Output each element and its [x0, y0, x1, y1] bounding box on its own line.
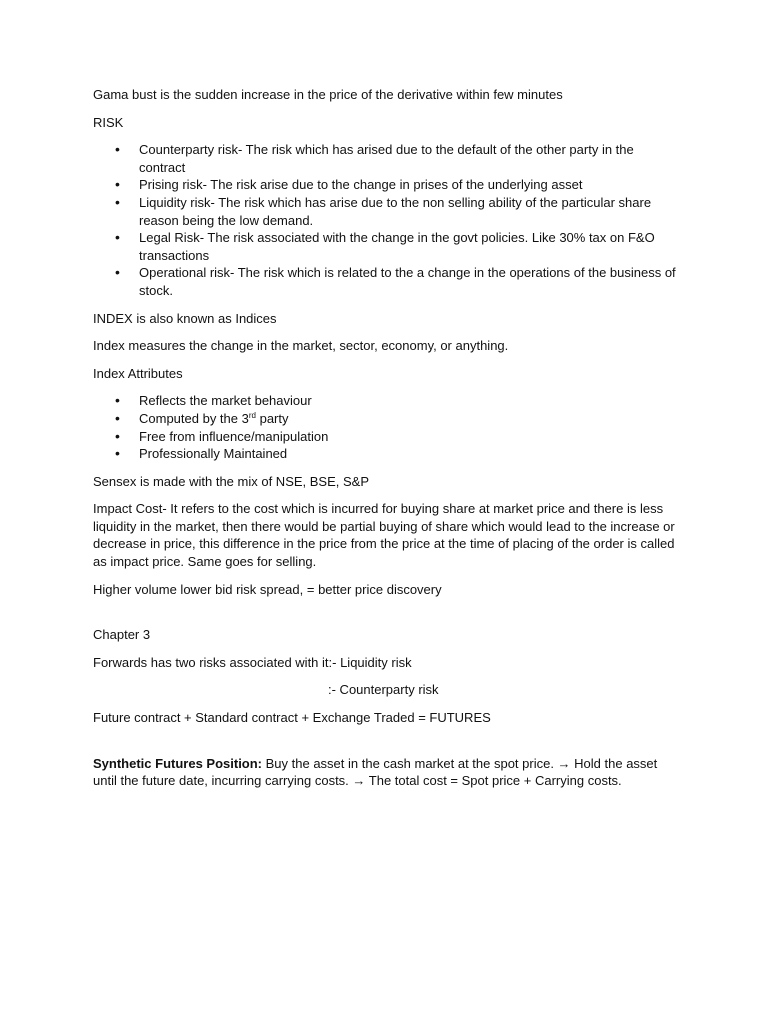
index-attributes-heading: Index Attributes — [93, 365, 183, 381]
index-measures-paragraph: Index measures the change in the market, sector, economy, or anything. — [93, 338, 509, 354]
superscript: rd — [248, 410, 256, 420]
gamma-paragraph: Gama bust is the sudden increase in the price of the derivative within few minutes — [93, 87, 563, 102]
forwards-paragraph: Forwards has two risks associated with it:- Liquidity risk — [93, 654, 412, 670]
index-aka-paragraph: INDEX is also known as Indices — [93, 310, 277, 326]
higher-volume-paragraph: Higher volume lower bid risk spread, = better price discovery — [93, 581, 442, 597]
list-item — [139, 410, 683, 428]
futures-equation: Future contract + Standard contract + Exchange Traded = FUTURES — [93, 710, 491, 726]
document-body — [93, 86, 683, 800]
blank-line — [93, 737, 683, 755]
list-item: • Reflects the market behaviour — [139, 392, 683, 410]
list-item: • Operational risk- The risk which is related to the a change in the operations of the business of stock. — [139, 264, 683, 299]
blank-line — [93, 608, 683, 626]
sensex-paragraph: Sensex is made with the mix of NSE, BSE, S&P — [93, 473, 370, 489]
synthetic-label: Synthetic Futures Position: — [93, 755, 263, 771]
chapter-heading: Chapter 3 — [93, 627, 151, 643]
forwards-second-risk: :- Counterparty risk — [328, 682, 439, 698]
synthetic-futures-paragraph — [93, 755, 683, 790]
list-item: • Liquidity risk- The risk which has arise due to the non selling ability of the particular share reason being the low demand. — [139, 194, 683, 229]
impact-cost-paragraph: Impact Cost- It refers to the cost which is incurred for buying share at market price and there is less liquidity in the market, then there would be partial buying of share which would lead to the increase or decrease in price, this difference in the price from the price at the time of placing of the order is called as impact price. Same goes for selling. — [93, 501, 675, 570]
list-item: • Professionally Maintained — [139, 445, 683, 463]
list-item: • Counterparty risk- The risk which has arised due to the default of the other party in the contract — [139, 141, 683, 176]
list-item: • Legal Risk- The risk associated with the change in the govt policies. Like 30% tax on F&O transactions — [139, 229, 683, 264]
risk-list — [93, 141, 683, 299]
attr-text: party — [255, 410, 289, 426]
index-attributes-list — [93, 392, 683, 462]
risk-heading: RISK — [93, 114, 124, 130]
list-item: • Free from influence/manipulation — [139, 428, 683, 446]
attr-text: Computed by the 3 — [139, 410, 249, 426]
synthetic-text: Buy the asset in the cash market at the spot price. → Hold the asset until the future date, incurring carrying costs. → The total cost = Spot price + Carrying costs. — [93, 755, 658, 789]
list-item: • Prising risk- The risk arise due to the change in prises of the underlying asset — [139, 176, 683, 194]
